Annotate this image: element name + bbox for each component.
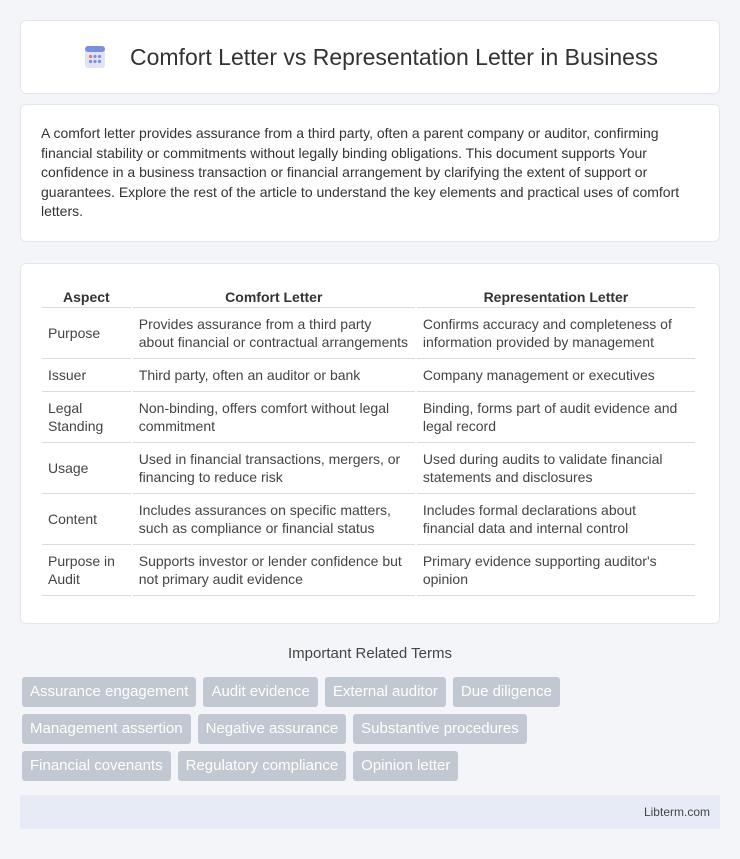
cell-representation-letter: Primary evidence supporting auditor's opinion	[417, 545, 695, 596]
related-terms-list	[22, 677, 722, 788]
related-term-tag[interactable]: Opinion letter	[353, 751, 458, 781]
cell-comfort-letter: Non-binding, offers comfort without legal commitment	[133, 392, 415, 443]
cell-aspect: Legal Standing	[42, 392, 131, 443]
cell-aspect: Usage	[42, 443, 131, 494]
cell-representation-letter: Used during audits to validate financial statements and disclosures	[417, 443, 695, 494]
cell-comfort-letter: Includes assurances on specific matters, such as compliance or financial status	[133, 494, 415, 545]
cell-representation-letter: Company management or executives	[417, 359, 695, 392]
cell-comfort-letter: Supports investor or lender confidence but not primary audit evidence	[133, 545, 415, 596]
header-representation-letter: Representation Letter	[417, 286, 695, 308]
related-term-tag[interactable]: Financial covenants	[22, 751, 171, 781]
table-row	[42, 545, 695, 596]
table-row	[42, 359, 695, 392]
related-term-tag[interactable]: Substantive procedures	[353, 714, 527, 744]
cell-representation-letter: Binding, forms part of audit evidence and legal record	[417, 392, 695, 443]
tag-row	[22, 751, 722, 781]
related-term-tag[interactable]: Regulatory compliance	[178, 751, 347, 781]
page-title: Comfort Letter vs Representation Letter in Business	[130, 43, 658, 70]
related-term-tag[interactable]: Audit evidence	[203, 677, 317, 707]
related-term-tag[interactable]: Negative assurance	[198, 714, 347, 744]
tag-row	[22, 677, 722, 707]
table-row	[42, 308, 695, 359]
cell-aspect: Issuer	[42, 359, 131, 392]
intro-text: A comfort letter provides assurance from a third party, often a parent company or auditor, confirming financial stability or commitments without legally binding obligations. This document supports Your confidence in a business transaction or financial arrangement by clarifying the extent of support or guarantees. Explore the rest of the article to understand the key elements and practical uses of comfort letters.	[41, 125, 680, 219]
cell-representation-letter: Includes formal declarations about financial data and internal control	[417, 494, 695, 545]
cell-comfort-letter: Third party, often an auditor or bank	[133, 359, 415, 392]
cell-aspect: Purpose in Audit	[42, 545, 131, 596]
cell-aspect: Content	[42, 494, 131, 545]
footer-site[interactable]: Libterm.com	[643, 805, 710, 819]
table-row	[42, 494, 695, 545]
cell-comfort-letter: Used in financial transactions, mergers, or financing to reduce risk	[133, 443, 415, 494]
comparison-table	[40, 286, 697, 596]
table-row	[42, 443, 695, 494]
header-card	[20, 20, 720, 94]
header-comfort-letter: Comfort Letter	[133, 286, 415, 308]
related-term-tag[interactable]: External auditor	[325, 677, 446, 707]
related-term-tag[interactable]: Due diligence	[453, 677, 560, 707]
header-aspect: Aspect	[42, 286, 131, 308]
related-terms-title: Important Related Terms	[288, 645, 452, 662]
footer	[20, 795, 720, 829]
table-row	[42, 392, 695, 443]
related-term-tag[interactable]: Assurance engagement	[22, 677, 196, 707]
related-term-tag[interactable]: Management assertion	[22, 714, 191, 744]
cell-representation-letter: Confirms accuracy and completeness of information provided by management	[417, 308, 695, 359]
tag-row	[22, 714, 722, 744]
cell-aspect: Purpose	[42, 308, 131, 359]
cell-comfort-letter: Provides assurance from a third party about financial or contractual arrangements	[133, 308, 415, 359]
intro-card	[20, 104, 720, 242]
comparison-card	[20, 263, 720, 624]
table-header-row	[42, 286, 695, 308]
document-icon	[82, 44, 108, 70]
